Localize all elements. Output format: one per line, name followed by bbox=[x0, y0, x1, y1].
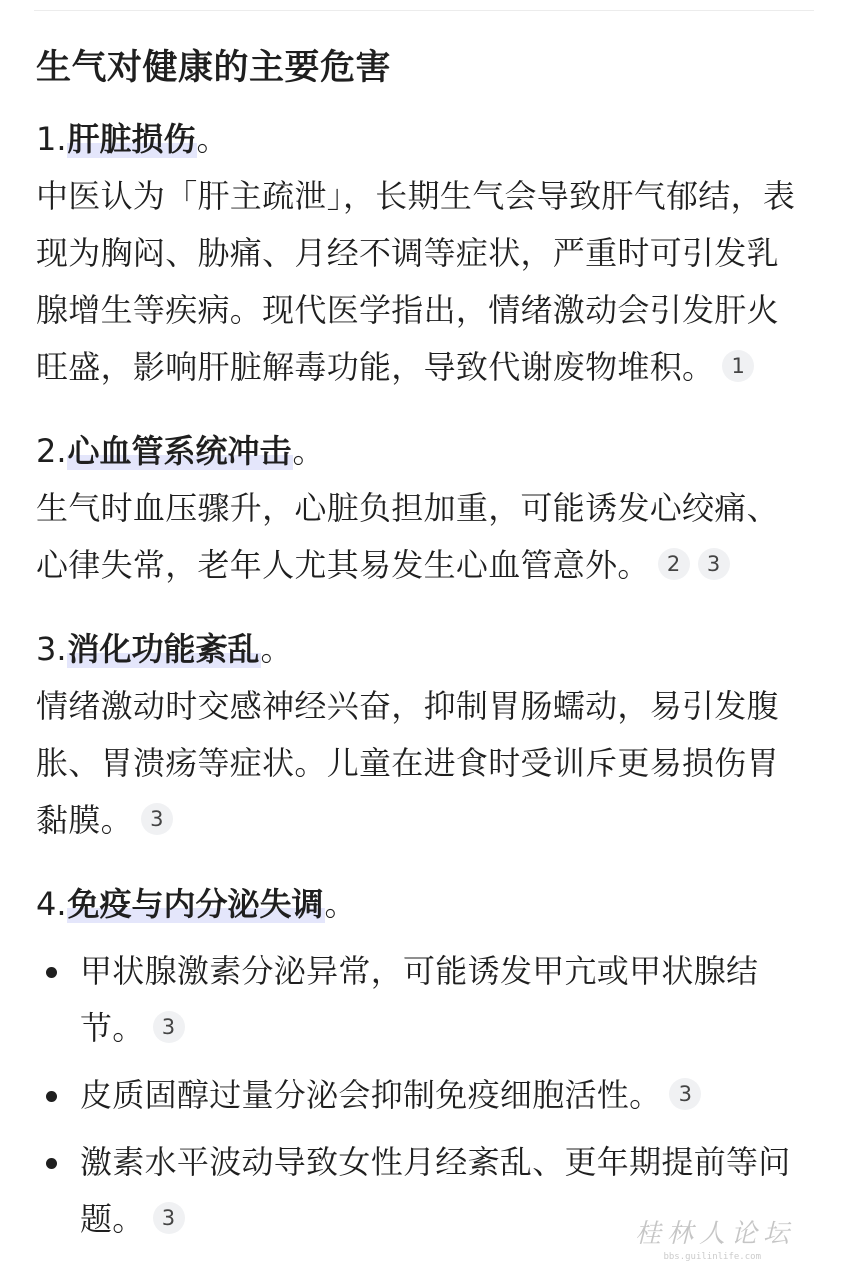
section-body bbox=[36, 678, 808, 849]
section-number: 2. bbox=[36, 432, 67, 470]
section-number: 1. bbox=[36, 120, 67, 158]
section-heading bbox=[36, 620, 808, 678]
section-number: 4. bbox=[36, 885, 67, 923]
section-immune-endocrine bbox=[36, 875, 808, 1248]
citation-badge[interactable]: 3 bbox=[153, 1202, 185, 1234]
section-liver bbox=[36, 110, 808, 396]
citation-badge[interactable]: 3 bbox=[698, 548, 730, 580]
section-number: 3. bbox=[36, 630, 67, 668]
section-heading bbox=[36, 110, 808, 168]
list-item bbox=[36, 1067, 808, 1124]
bullet-dot-icon bbox=[46, 967, 57, 978]
citation-badge[interactable]: 2 bbox=[658, 548, 690, 580]
section-heading-text: 免疫与内分泌失调 bbox=[67, 885, 324, 923]
watermark: 桂林人论坛 bbox=[634, 1219, 795, 1249]
section-body-text: 情绪激动时交感神经兴奋，抑制胃肠蠕动，易引发腹胀、胃溃疡等症状。儿童在进食时受训斥更易损伤胃黏膜。 bbox=[36, 687, 779, 839]
article bbox=[36, 40, 808, 1248]
citation-badge[interactable]: 3 bbox=[141, 803, 173, 835]
section-heading-text: 消化功能紊乱 bbox=[67, 630, 260, 668]
section-heading-text: 肝脏损伤 bbox=[67, 120, 196, 158]
bullet-dot-icon bbox=[46, 1091, 57, 1102]
section-heading-suffix: 。 bbox=[196, 120, 229, 158]
list-item-text: 甲状腺激素分泌异常，可能诱发甲亢或甲状腺结节。 bbox=[80, 952, 759, 1047]
section-body-text: 中医认为「肝主疏泄」，长期生气会导致肝气郁结，表现为胸闷、胁痛、月经不调等症状，严重时可引发乳腺增生等疾病。现代医学指出，情绪激动会引发肝火旺盛，影响肝脏解毒功能，导致代谢废物堆积。 bbox=[36, 177, 796, 386]
section-heading-suffix: 。 bbox=[292, 432, 325, 470]
section-heading-suffix: 。 bbox=[260, 630, 293, 668]
section-digestion bbox=[36, 620, 808, 849]
list-item bbox=[36, 943, 808, 1057]
section-cardiovascular bbox=[36, 422, 808, 594]
watermark-url: bbs.guilinlife.com bbox=[663, 1252, 761, 1262]
page-title: 生气对健康的主要危害 bbox=[36, 48, 392, 88]
section-heading bbox=[36, 875, 808, 933]
section-heading-suffix: 。 bbox=[324, 885, 357, 923]
section-body bbox=[36, 480, 808, 594]
section-body bbox=[36, 168, 808, 396]
section-heading bbox=[36, 422, 808, 480]
section-heading-text: 心血管系统冲击 bbox=[67, 432, 292, 470]
citation-badge[interactable]: 3 bbox=[153, 1011, 185, 1043]
list-item-text: 激素水平波动导致女性月经紊乱、更年期提前等问题。 bbox=[80, 1143, 791, 1238]
bullet-list bbox=[36, 943, 808, 1248]
citation-badge[interactable]: 3 bbox=[669, 1078, 701, 1110]
top-divider bbox=[34, 10, 814, 11]
citation-badge[interactable]: 1 bbox=[722, 350, 754, 382]
list-item-text: 皮质固醇过量分泌会抑制免疫细胞活性。 bbox=[80, 1076, 662, 1114]
section-body-text: 生气时血压骤升，心脏负担加重，可能诱发心绞痛、心律失常，老年人尤其易发生心血管意外。 bbox=[36, 489, 779, 584]
bullet-dot-icon bbox=[46, 1158, 57, 1169]
